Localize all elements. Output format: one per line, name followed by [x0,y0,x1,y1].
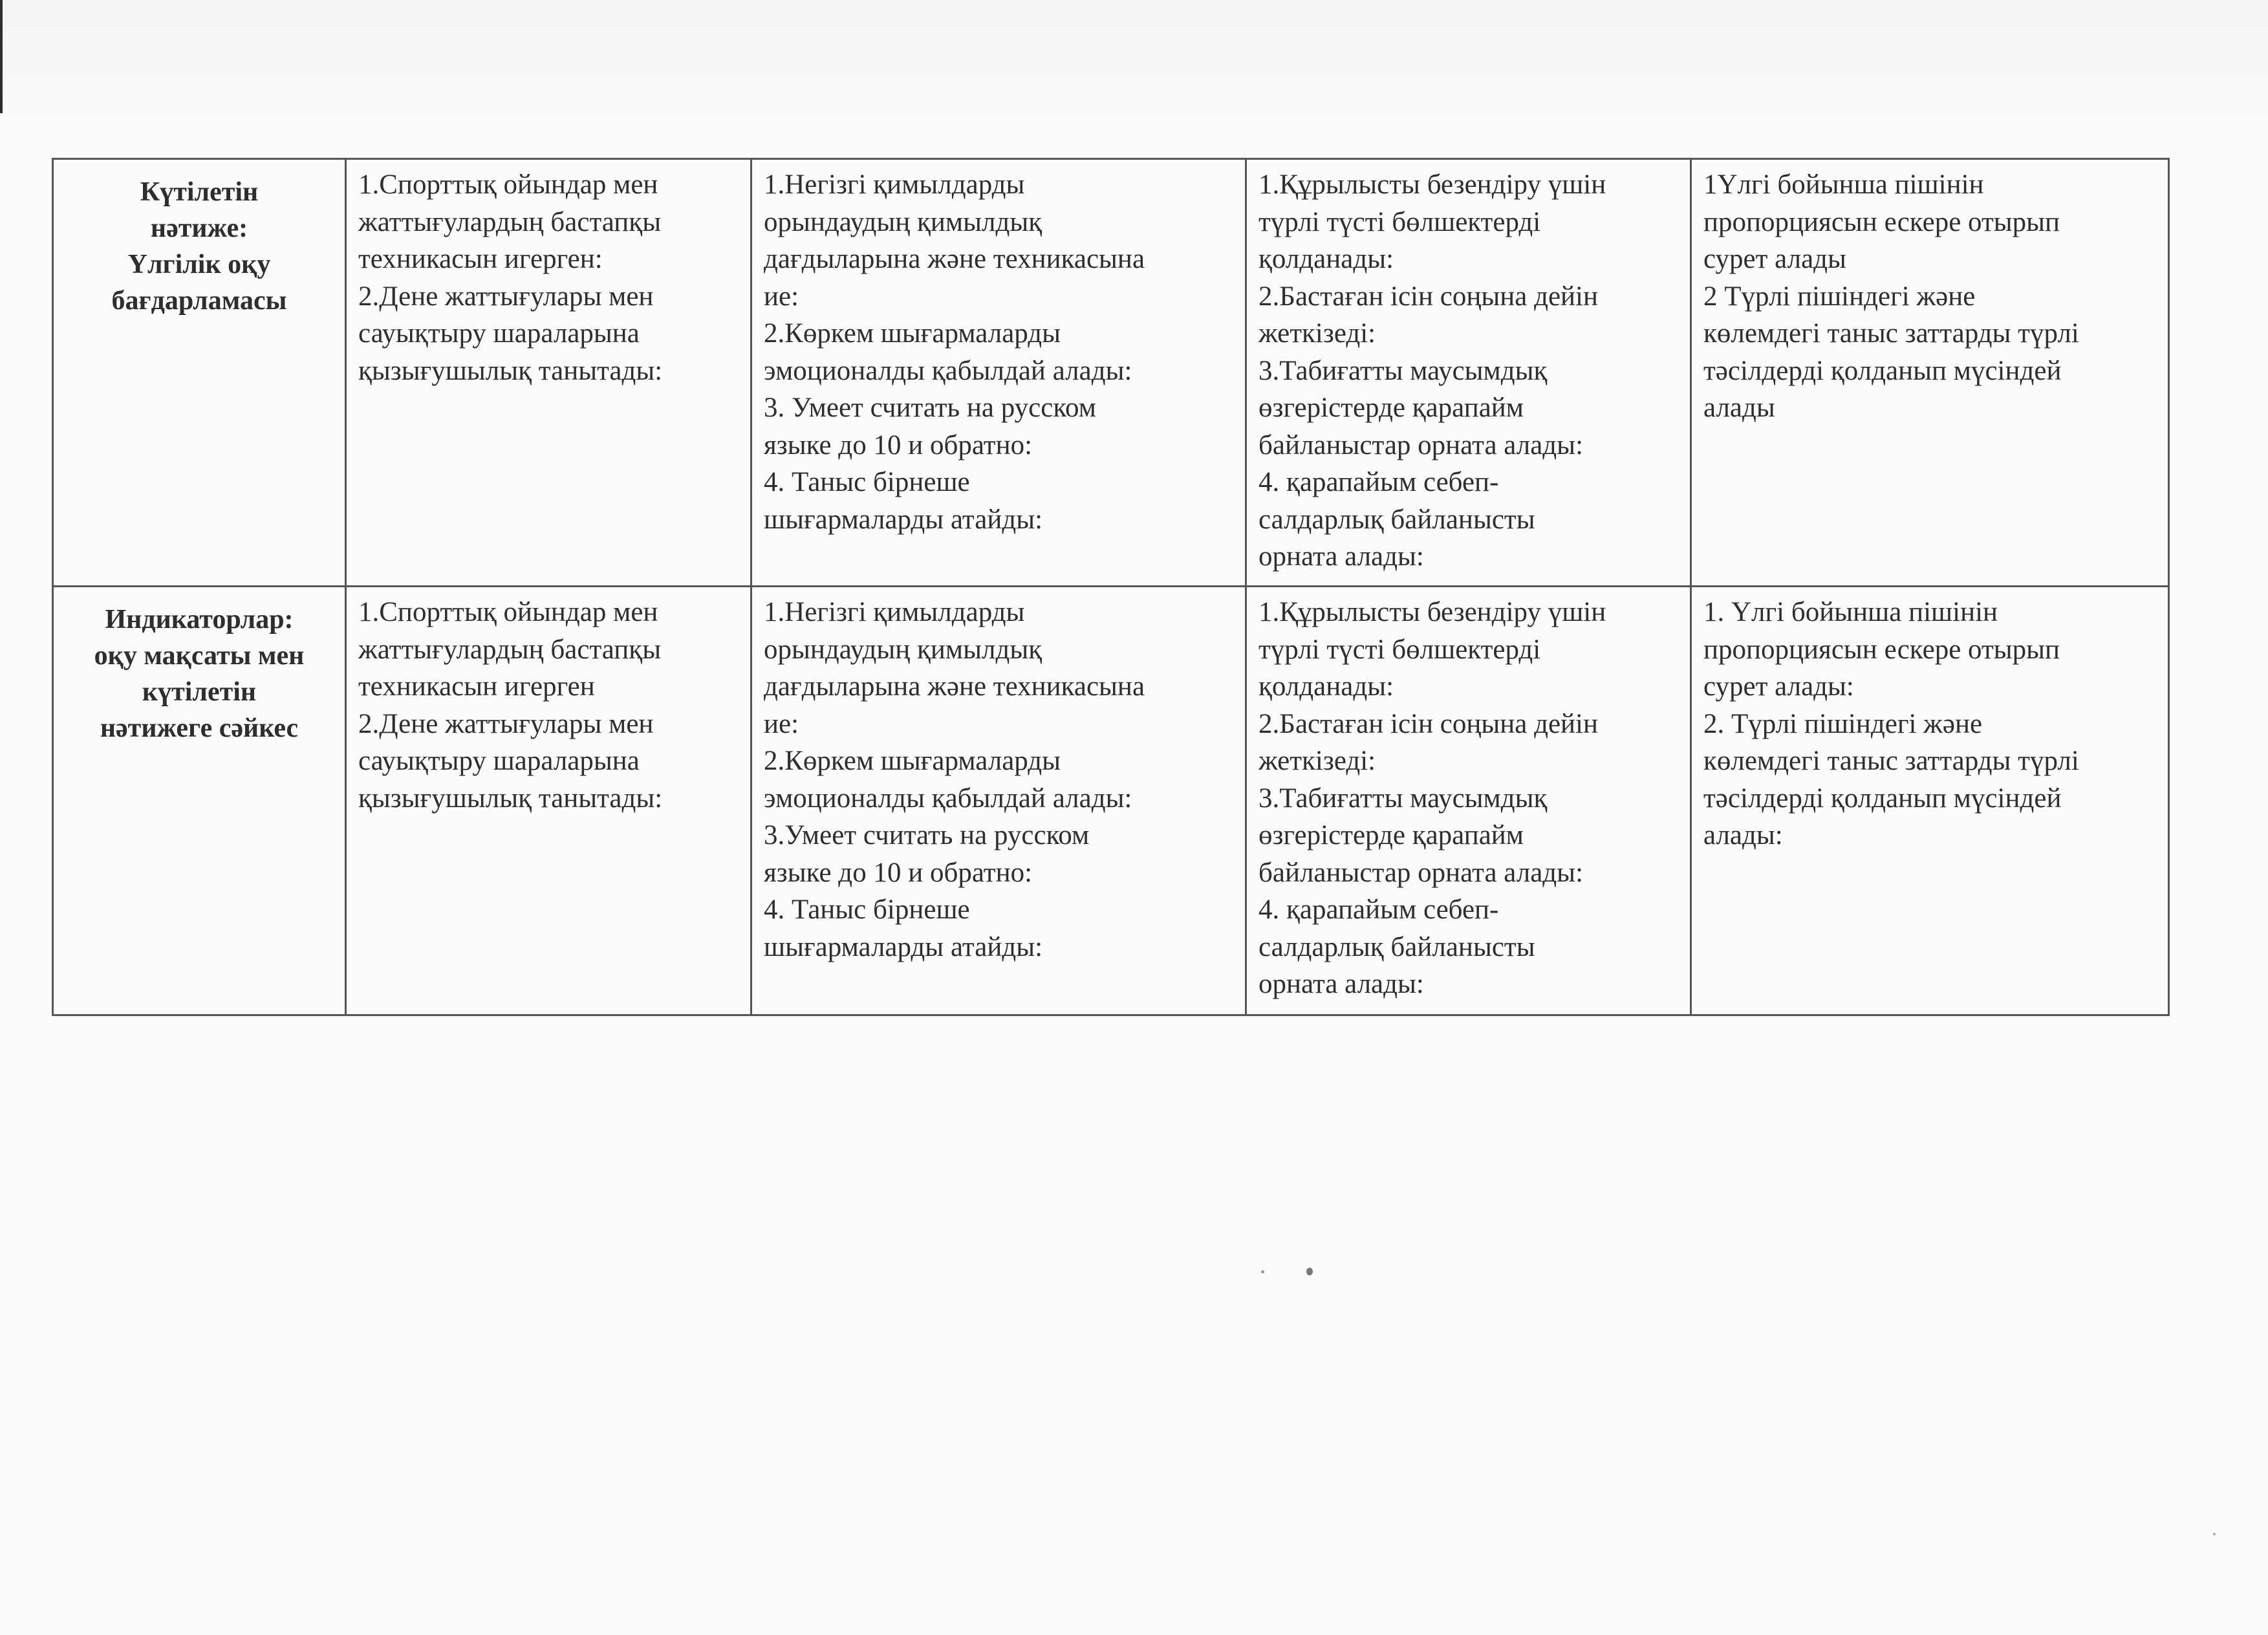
cell-line: тәсілдерді қолданып мүсіндей [1703,355,2062,386]
cell-line: алады: [1703,820,1783,850]
scan-speck [1261,1270,1264,1273]
cell-line: 2.Көркем шығармаларды [764,318,1061,349]
cell-line: пропорциясын ескере отырып [1703,634,2060,665]
cell-line: языке до 10 и обратно: [764,857,1033,888]
row-header-line: нәтижеге сәйкес [100,713,299,743]
cell-line: қызығушылық танытады: [358,783,663,814]
cell-line: салдарлық байланысты [1258,931,1535,962]
cell-line: салдарлық байланысты [1258,504,1535,535]
table-row-expected-result [53,159,2169,587]
cell-line: түрлі түсті бөлшектерді [1258,634,1541,665]
scan-speck [2213,1533,2216,1535]
cell-line: 3.Табиғатты маусымдық [1258,355,1548,386]
cell-line: 1.Спорттық ойындар мен [358,597,658,627]
cell-line: орната алады: [1258,969,1424,999]
cell-line: 2.Бастаған ісін соңына дейін [1258,708,1599,739]
row-header [53,587,346,1015]
cell-line: ие: [764,708,799,739]
cell-line: түрлі түсті бөлшектерді [1258,206,1541,237]
cell-line: 2. Түрлі пішіндегі және [1703,708,1983,739]
cell-line: өзгерістерде қарапайм [1258,820,1524,850]
cell-line: орындаудың қимылдық [764,634,1042,665]
row-header-line: Үлгілік оқу [127,250,271,279]
scan-edge-mark [0,0,3,113]
cell-line: 3.Умеет считать на русском [764,820,1090,850]
table-cell-creativity [1691,159,2169,587]
cell-line: жаттығулардың бастапқы [358,634,662,665]
cell-line: қолданады: [1258,244,1394,274]
cell-line: техникасын игерген: [358,244,603,274]
cell-line: жеткізеді: [1258,746,1376,776]
cell-line: байланыстар орната алады: [1258,857,1584,888]
cell-line: сурет алады [1703,244,1846,274]
cell-line: языке до 10 и обратно: [764,429,1033,460]
row-header-line: Индикаторлар: [105,605,294,634]
cell-line: 1.Құрылысты безендіру үшін [1258,597,1606,627]
cell-line: сауықтыру шараларына [358,746,640,776]
cell-line: сауықтыру шараларына [358,318,640,349]
scan-speck [1306,1268,1313,1275]
table-cell-communication [751,587,1246,1015]
cell-line: қолданады: [1258,671,1394,702]
cell-line: 1.Негізгі қимылдарды [764,597,1025,627]
cell-line: өзгерістерде қарапайм [1258,393,1524,423]
cell-line: 1.Құрылысты безендіру үшін [1258,169,1606,200]
cell-line: дағдыларына және техникасына [764,244,1145,274]
results-table [52,158,2170,1016]
cell-line: 1.Негізгі қимылдарды [764,169,1025,200]
cell-line: 2.Дене жаттығулары мен [358,281,654,312]
table-cell-physical [346,159,751,587]
cell-line: көлемдегі таныс заттарды түрлі [1703,318,2079,349]
row-header-line: нәтиже: [150,213,248,243]
cell-line: жеткізеді: [1258,318,1376,349]
cell-line: 2 Түрлі пішіндегі және [1703,281,1976,312]
table-row-indicators [53,587,2169,1015]
cell-line: 1. Үлгі бойынша пішінін [1703,597,1998,627]
cell-line: 2.Көркем шығармаларды [764,746,1061,776]
cell-line: шығармаларды атайды: [764,931,1043,962]
cell-line: қызығушылық танытады: [358,355,663,386]
cell-line: сурет алады: [1703,671,1854,702]
cell-line: алады [1703,393,1775,423]
cell-line: 4. қарапайым себеп- [1258,894,1499,925]
table-cell-creativity [1691,587,2169,1015]
row-header [53,159,346,587]
row-header-line: бағдарламасы [111,286,287,316]
cell-line: ие: [764,281,799,312]
cell-line: жаттығулардың бастапқы [358,206,662,237]
cell-line: 1Үлгі бойынша пішінін [1703,169,1984,200]
cell-line: көлемдегі таныс заттарды түрлі [1703,746,2079,776]
cell-line: орындаудың қимылдық [764,206,1042,237]
row-header-line: оқу мақсаты мен [94,641,305,671]
cell-line: шығармаларды атайды: [764,504,1043,535]
table-cell-cognition [1246,159,1691,587]
cell-line: 4. Таныс бірнеше [764,467,970,497]
cell-line: 3.Табиғатты маусымдық [1258,783,1548,814]
cell-line: 1.Спорттық ойындар мен [358,169,658,200]
table-cell-physical [346,587,751,1015]
cell-line: эмоционалды қабылдай алады: [764,355,1132,386]
cell-line: 4. Таныс бірнеше [764,894,970,925]
cell-line: орната алады: [1258,541,1424,572]
cell-line: 2.Дене жаттығулары мен [358,708,654,739]
table-cell-cognition [1246,587,1691,1015]
cell-line: 4. қарапайым себеп- [1258,467,1499,497]
cell-line: байланыстар орната алады: [1258,429,1584,460]
cell-line: пропорциясын ескере отырып [1703,206,2060,237]
cell-line: техникасын игерген [358,671,595,702]
scan-shadow [0,0,2268,123]
cell-line: тәсілдерді қолданып мүсіндей [1703,783,2062,814]
table-cell-communication [751,159,1246,587]
row-header-line: күтілетін [142,677,257,707]
cell-line: дағдыларына және техникасына [764,671,1145,702]
cell-line: 3. Умеет считать на русском [764,393,1096,423]
cell-line: 2.Бастаған ісін соңына дейін [1258,281,1599,312]
cell-line: эмоционалды қабылдай алады: [764,783,1132,814]
row-header-line: Күтілетін [140,177,259,207]
